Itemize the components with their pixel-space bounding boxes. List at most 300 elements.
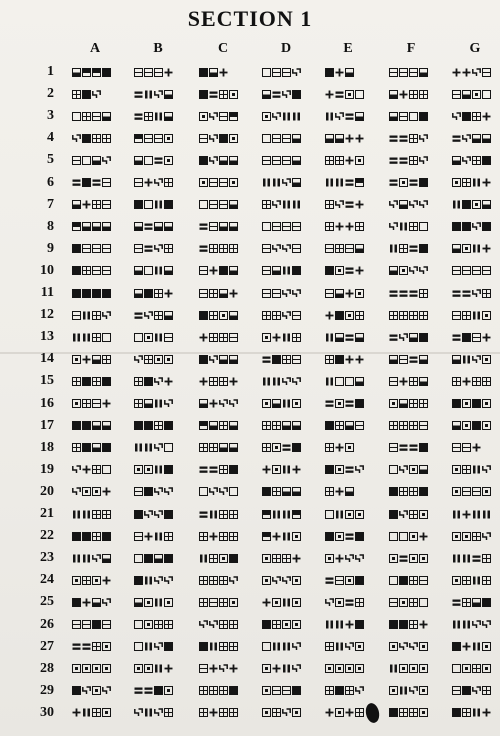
equals-icon bbox=[199, 465, 208, 474]
double-bar-icon bbox=[325, 620, 334, 629]
plus-icon bbox=[144, 532, 153, 541]
plus-icon bbox=[144, 178, 153, 187]
dot-square-icon bbox=[472, 200, 481, 209]
dot-square-icon bbox=[389, 686, 398, 695]
empty-square-icon bbox=[144, 156, 153, 165]
equals-icon bbox=[345, 465, 354, 474]
code-cell-e bbox=[325, 707, 364, 719]
double-bar-icon bbox=[389, 664, 398, 673]
split-square-icon bbox=[472, 266, 481, 275]
code-cell-d bbox=[262, 685, 301, 697]
code-cell-d bbox=[262, 508, 301, 520]
solid-square-icon bbox=[325, 266, 334, 275]
dot-square-icon bbox=[335, 598, 344, 607]
hook-shape-icon bbox=[209, 134, 218, 143]
equals-icon bbox=[452, 134, 461, 143]
solid-square-icon bbox=[72, 686, 81, 695]
equals-icon bbox=[345, 399, 354, 408]
code-cell-c bbox=[199, 420, 238, 432]
hook-shape-icon bbox=[164, 487, 173, 496]
solid-square-icon bbox=[199, 90, 208, 99]
split-square-icon bbox=[144, 68, 153, 77]
four-panel-square-icon bbox=[92, 510, 101, 519]
code-cell-a bbox=[72, 398, 111, 410]
bottom-filled-square-icon bbox=[102, 112, 111, 121]
row-number: 11 bbox=[40, 285, 54, 300]
code-cell-e bbox=[325, 353, 364, 365]
equals-icon bbox=[72, 178, 81, 187]
hook-shape-icon bbox=[154, 244, 163, 253]
solid-square-icon bbox=[199, 311, 208, 320]
dot-square-icon bbox=[262, 664, 271, 673]
hook-shape-icon bbox=[134, 708, 143, 717]
plus-icon bbox=[219, 68, 228, 77]
hook-shape-icon bbox=[272, 576, 281, 585]
dot-square-icon bbox=[389, 642, 398, 651]
solid-square-icon bbox=[82, 134, 91, 143]
solid-square-icon bbox=[134, 510, 143, 519]
hook-shape-icon bbox=[452, 112, 461, 121]
four-panel-square-icon bbox=[199, 598, 208, 607]
dot-square-icon bbox=[82, 487, 91, 496]
row-number: 26 bbox=[40, 616, 54, 632]
code-cell-e bbox=[325, 88, 364, 100]
dot-square-icon bbox=[452, 465, 461, 474]
code-cell-b bbox=[134, 641, 173, 653]
dot-square-icon bbox=[335, 664, 344, 673]
solid-square-icon bbox=[292, 266, 301, 275]
solid-square-icon bbox=[292, 443, 301, 452]
column-header-f: F bbox=[406, 41, 416, 56]
solid-square-icon bbox=[144, 554, 153, 563]
double-bar-icon bbox=[335, 642, 344, 651]
dot-square-icon bbox=[92, 487, 101, 496]
code-cell-f bbox=[389, 287, 428, 299]
code-cell-b bbox=[134, 707, 173, 719]
split-square-icon bbox=[154, 68, 163, 77]
bottom-filled-square-icon bbox=[229, 222, 238, 231]
solid-square-icon bbox=[82, 421, 91, 430]
empty-square-icon bbox=[262, 68, 271, 77]
four-panel-square-icon bbox=[199, 686, 208, 695]
hook-shape-icon bbox=[209, 112, 218, 121]
code-cell-d bbox=[262, 464, 301, 476]
double-bar-icon bbox=[154, 112, 163, 121]
bottom-filled-square-icon bbox=[144, 399, 153, 408]
empty-square-icon bbox=[409, 112, 418, 121]
hook-shape-icon bbox=[154, 708, 163, 717]
dot-square-icon bbox=[144, 333, 153, 342]
dot-square-icon bbox=[345, 311, 354, 320]
four-panel-square-icon bbox=[82, 112, 91, 121]
double-bar-icon bbox=[144, 642, 153, 651]
code-cell-f bbox=[389, 154, 428, 166]
double-bar-icon bbox=[282, 664, 291, 673]
double-bar-icon bbox=[154, 399, 163, 408]
empty-square-icon bbox=[452, 664, 461, 673]
code-cell-g bbox=[452, 641, 491, 653]
hook-shape-icon bbox=[272, 200, 281, 209]
dot-square-icon bbox=[345, 90, 354, 99]
bottom-filled-square-icon bbox=[209, 421, 218, 430]
code-cell-f bbox=[389, 619, 428, 631]
dot-square-icon bbox=[272, 443, 281, 452]
code-cell-a bbox=[72, 707, 111, 719]
split-square-icon bbox=[282, 134, 291, 143]
dot-square-icon bbox=[262, 554, 271, 563]
dot-square-icon bbox=[102, 664, 111, 673]
empty-square-icon bbox=[102, 333, 111, 342]
solid-square-icon bbox=[389, 510, 398, 519]
hook-shape-icon bbox=[419, 156, 428, 165]
double-bar-icon bbox=[472, 510, 481, 519]
four-panel-square-icon bbox=[219, 686, 228, 695]
double-bar-icon bbox=[462, 554, 471, 563]
solid-square-icon bbox=[134, 200, 143, 209]
solid-square-icon bbox=[72, 598, 81, 607]
solid-square-icon bbox=[199, 355, 208, 364]
hook-shape-icon bbox=[209, 487, 218, 496]
empty-square-icon bbox=[262, 642, 271, 651]
four-panel-square-icon bbox=[409, 399, 418, 408]
double-bar-icon bbox=[472, 311, 481, 320]
code-cell-a bbox=[72, 154, 111, 166]
dot-square-icon bbox=[335, 532, 344, 541]
dot-square-icon bbox=[144, 465, 153, 474]
dot-square-icon bbox=[292, 532, 301, 541]
dot-square-icon bbox=[134, 664, 143, 673]
split-square-icon bbox=[482, 68, 491, 77]
hook-shape-icon bbox=[282, 289, 291, 298]
four-panel-square-icon bbox=[209, 686, 218, 695]
equals-icon bbox=[399, 443, 408, 452]
code-cell-b bbox=[134, 221, 173, 233]
double-bar-icon bbox=[209, 510, 218, 519]
four-panel-square-icon bbox=[262, 311, 271, 320]
code-cell-c bbox=[199, 530, 238, 542]
plus-icon bbox=[272, 532, 281, 541]
four-panel-square-icon bbox=[219, 465, 228, 474]
double-bar-icon bbox=[82, 708, 91, 717]
empty-square-icon bbox=[199, 487, 208, 496]
four-panel-square-icon bbox=[419, 311, 428, 320]
row-number: 25 bbox=[40, 594, 54, 610]
plus-icon bbox=[229, 664, 238, 673]
hook-shape-icon bbox=[282, 244, 291, 253]
hook-shape-icon bbox=[102, 156, 111, 165]
split-square-icon bbox=[292, 355, 301, 364]
code-cell-c bbox=[199, 243, 238, 255]
double-bar-icon bbox=[144, 576, 153, 585]
dot-square-icon bbox=[292, 620, 301, 629]
four-panel-square-icon bbox=[462, 598, 471, 607]
hook-shape-icon bbox=[325, 598, 334, 607]
dot-square-icon bbox=[92, 686, 101, 695]
solid-square-icon bbox=[472, 399, 481, 408]
code-cell-f bbox=[389, 685, 428, 697]
plus-icon bbox=[102, 399, 111, 408]
four-panel-square-icon bbox=[219, 421, 228, 430]
hook-shape-icon bbox=[282, 708, 291, 717]
split-square-icon bbox=[262, 266, 271, 275]
plus-icon bbox=[462, 642, 471, 651]
bottom-filled-square-icon bbox=[154, 554, 163, 563]
split-square-icon bbox=[272, 134, 281, 143]
code-cell-g bbox=[452, 619, 491, 631]
code-cell-g bbox=[452, 199, 491, 211]
code-cell-b bbox=[134, 685, 173, 697]
code-cell-g bbox=[452, 243, 491, 255]
four-panel-square-icon bbox=[134, 399, 143, 408]
row-number: 2 bbox=[47, 86, 54, 102]
code-cell-e bbox=[325, 110, 364, 122]
dot-square-icon bbox=[335, 465, 344, 474]
split-square-icon bbox=[72, 620, 81, 629]
code-cell-g bbox=[452, 154, 491, 166]
split-square-icon bbox=[134, 68, 143, 77]
code-cell-c bbox=[199, 265, 238, 277]
hook-shape-icon bbox=[482, 620, 491, 629]
equals-icon bbox=[345, 598, 354, 607]
bottom-filled-square-icon bbox=[134, 156, 143, 165]
split-square-icon bbox=[272, 222, 281, 231]
dot-square-icon bbox=[419, 642, 428, 651]
code-cell-b bbox=[134, 442, 173, 454]
split-square-icon bbox=[164, 333, 173, 342]
code-cell-c bbox=[199, 663, 238, 675]
equals-icon bbox=[389, 134, 398, 143]
code-cell-g bbox=[452, 353, 491, 365]
four-panel-square-icon bbox=[164, 620, 173, 629]
solid-square-icon bbox=[82, 289, 91, 298]
four-panel-square-icon bbox=[409, 576, 418, 585]
solid-square-icon bbox=[229, 554, 238, 563]
plus-icon bbox=[82, 355, 91, 364]
code-cell-d bbox=[262, 596, 301, 608]
double-bar-icon bbox=[199, 554, 208, 563]
dot-square-icon bbox=[472, 90, 481, 99]
bottom-filled-square-icon bbox=[355, 112, 364, 121]
bottom-filled-square-icon bbox=[452, 421, 461, 430]
plus-icon bbox=[262, 465, 271, 474]
code-cell-a bbox=[72, 530, 111, 542]
empty-square-icon bbox=[134, 333, 143, 342]
dot-square-icon bbox=[134, 465, 143, 474]
bottom-filled-square-icon bbox=[389, 90, 398, 99]
solid-square-icon bbox=[462, 200, 471, 209]
hook-shape-icon bbox=[409, 686, 418, 695]
code-cell-c bbox=[199, 353, 238, 365]
plus-icon bbox=[82, 598, 91, 607]
code-cell-e bbox=[325, 619, 364, 631]
hook-shape-icon bbox=[399, 642, 408, 651]
four-panel-square-icon bbox=[219, 576, 228, 585]
four-panel-square-icon bbox=[82, 399, 91, 408]
hook-shape-icon bbox=[154, 178, 163, 187]
column-header-g: G bbox=[469, 41, 481, 56]
split-square-icon bbox=[134, 487, 143, 496]
hook-shape-icon bbox=[292, 642, 301, 651]
solid-square-icon bbox=[72, 266, 81, 275]
solid-square-icon bbox=[419, 244, 428, 253]
four-panel-square-icon bbox=[92, 465, 101, 474]
solid-square-icon bbox=[82, 178, 91, 187]
solid-square-icon bbox=[92, 620, 101, 629]
empty-square-icon bbox=[325, 510, 334, 519]
code-cell-c bbox=[199, 508, 238, 520]
double-bar-icon bbox=[325, 333, 334, 342]
plus-icon bbox=[482, 178, 491, 187]
hook-shape-icon bbox=[219, 399, 228, 408]
split-square-icon bbox=[462, 443, 471, 452]
double-bar-icon bbox=[282, 532, 291, 541]
four-panel-square-icon bbox=[272, 554, 281, 563]
four-panel-square-icon bbox=[229, 708, 238, 717]
code-cell-e bbox=[325, 177, 364, 189]
plus-icon bbox=[72, 708, 81, 717]
four-panel-square-icon bbox=[219, 244, 228, 253]
equals-icon bbox=[199, 244, 208, 253]
plus-icon bbox=[164, 377, 173, 386]
four-panel-square-icon bbox=[472, 112, 481, 121]
code-cell-f bbox=[389, 177, 428, 189]
four-panel-square-icon bbox=[399, 421, 408, 430]
bottom-filled-square-icon bbox=[219, 156, 228, 165]
double-bar-icon bbox=[472, 576, 481, 585]
dot-square-icon bbox=[262, 708, 271, 717]
bottom-filled-square-icon bbox=[229, 200, 238, 209]
code-cell-d bbox=[262, 420, 301, 432]
dot-square-icon bbox=[345, 664, 354, 673]
code-cell-b bbox=[134, 420, 173, 432]
code-cell-d bbox=[262, 398, 301, 410]
code-cell-a bbox=[72, 199, 111, 211]
hook-shape-icon bbox=[345, 642, 354, 651]
code-cell-e bbox=[325, 552, 364, 564]
code-cell-a bbox=[72, 309, 111, 321]
dot-square-icon bbox=[452, 532, 461, 541]
code-cell-a bbox=[72, 486, 111, 498]
equals-icon bbox=[345, 532, 354, 541]
solid-square-icon bbox=[102, 68, 111, 77]
code-cell-g bbox=[452, 66, 491, 78]
code-cell-c bbox=[199, 132, 238, 144]
row-number: 20 bbox=[40, 483, 54, 499]
bottom-filled-square-icon bbox=[92, 443, 101, 452]
split-square-icon bbox=[154, 134, 163, 143]
top-filled-square-icon bbox=[355, 178, 364, 187]
code-cell-c bbox=[199, 685, 238, 697]
solid-square-icon bbox=[389, 620, 398, 629]
dot-square-icon bbox=[72, 576, 81, 585]
split-square-icon bbox=[482, 266, 491, 275]
top-filled-square-icon bbox=[134, 134, 143, 143]
bottom-filled-square-icon bbox=[345, 487, 354, 496]
bottom-filled-square-icon bbox=[72, 68, 81, 77]
equals-icon bbox=[134, 686, 143, 695]
top-filled-square-icon bbox=[229, 112, 238, 121]
hook-shape-icon bbox=[345, 554, 354, 563]
dot-square-icon bbox=[409, 465, 418, 474]
row-number: 24 bbox=[40, 572, 54, 588]
plus-icon bbox=[345, 156, 354, 165]
code-cell-d bbox=[262, 199, 301, 211]
code-cell-b bbox=[134, 663, 173, 675]
empty-square-icon bbox=[335, 377, 344, 386]
solid-square-icon bbox=[452, 708, 461, 717]
double-bar-icon bbox=[282, 112, 291, 121]
equals-icon bbox=[209, 90, 218, 99]
equals-icon bbox=[144, 244, 153, 253]
empty-square-icon bbox=[199, 200, 208, 209]
dot-square-icon bbox=[219, 554, 228, 563]
double-bar-icon bbox=[282, 333, 291, 342]
code-cell-a bbox=[72, 442, 111, 454]
four-panel-square-icon bbox=[355, 311, 364, 320]
plus-icon bbox=[399, 377, 408, 386]
hook-shape-icon bbox=[292, 664, 301, 673]
solid-square-icon bbox=[82, 90, 91, 99]
split-square-icon bbox=[134, 532, 143, 541]
code-cell-b bbox=[134, 309, 173, 321]
code-cell-e bbox=[325, 199, 364, 211]
bottom-filled-square-icon bbox=[282, 421, 291, 430]
code-cell-d bbox=[262, 154, 301, 166]
solid-square-icon bbox=[144, 377, 153, 386]
bottom-filled-square-icon bbox=[82, 222, 91, 231]
plus-icon bbox=[462, 510, 471, 519]
plus-icon bbox=[335, 554, 344, 563]
hook-shape-icon bbox=[199, 620, 208, 629]
hook-shape-icon bbox=[102, 598, 111, 607]
dot-square-icon bbox=[262, 576, 271, 585]
dot-square-icon bbox=[262, 686, 271, 695]
four-panel-square-icon bbox=[219, 90, 228, 99]
split-square-icon bbox=[282, 222, 291, 231]
double-bar-icon bbox=[272, 642, 281, 651]
dot-square-icon bbox=[482, 311, 491, 320]
code-cell-g bbox=[452, 221, 491, 233]
solid-square-icon bbox=[452, 399, 461, 408]
bottom-filled-square-icon bbox=[134, 289, 143, 298]
solid-square-icon bbox=[164, 200, 173, 209]
bottom-filled-square-icon bbox=[419, 377, 428, 386]
split-square-icon bbox=[144, 134, 153, 143]
row-number: 14 bbox=[40, 351, 54, 367]
bottom-filled-square-icon bbox=[335, 134, 344, 143]
equals-icon bbox=[399, 156, 408, 165]
code-cell-c bbox=[199, 221, 238, 233]
code-cell-b bbox=[134, 88, 173, 100]
code-cell-c bbox=[199, 596, 238, 608]
hook-shape-icon bbox=[419, 200, 428, 209]
four-panel-square-icon bbox=[209, 443, 218, 452]
double-bar-icon bbox=[282, 399, 291, 408]
equals-icon bbox=[452, 598, 461, 607]
four-panel-square-icon bbox=[482, 576, 491, 585]
code-cell-c bbox=[199, 552, 238, 564]
double-bar-icon bbox=[72, 333, 81, 342]
four-panel-square-icon bbox=[92, 642, 101, 651]
bottom-filled-square-icon bbox=[452, 244, 461, 253]
dot-square-icon bbox=[482, 355, 491, 364]
four-panel-square-icon bbox=[482, 554, 491, 563]
code-cell-d bbox=[262, 641, 301, 653]
split-square-icon bbox=[92, 399, 101, 408]
plus-icon bbox=[345, 134, 354, 143]
plus-icon bbox=[345, 620, 354, 629]
code-cell-f bbox=[389, 265, 428, 277]
